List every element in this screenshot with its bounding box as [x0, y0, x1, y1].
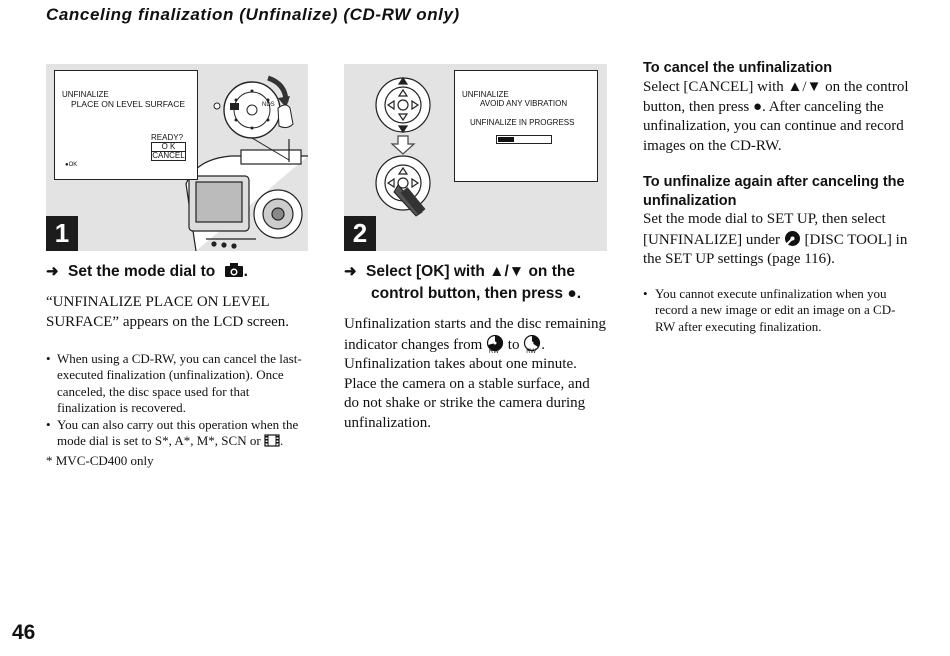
lcd-ready-label: READY?	[151, 133, 184, 142]
cancel-heading: To cancel the unfinalization	[643, 60, 833, 76]
step1-number: 1	[46, 216, 78, 251]
disc-tool-icon	[784, 230, 801, 247]
step2-figure	[344, 64, 607, 251]
disc-icon-label: RW	[489, 348, 499, 355]
unfinalize-again-body	[643, 210, 908, 270]
lcd-progress-label: UNFINALIZE IN PROGRESS	[470, 118, 575, 127]
step2-body-to: to	[507, 336, 520, 353]
lcd-ok-hint: ●OK	[65, 162, 78, 168]
right-note-1: • You cannot execute unfinalization when you record a new image or edit an image on a CD-RW after executing finalization.	[643, 286, 896, 334]
lcd-progress-fill	[498, 137, 514, 142]
lcd-message: AVOID ANY VIBRATION	[480, 99, 568, 108]
note-text: When using a CD-RW, you can cancel the last-executed finalization (unfinalization). Once canceled, the disc space used for that finalization is recovered.	[57, 351, 302, 415]
step2-body-b: . Unfinalization takes about one minute. Place the camera on a stable surface, and do not shake or strike the camera during unfinalization.	[344, 336, 590, 431]
lcd-progress-bar	[496, 135, 552, 144]
lcd-ok-hint-text: OK	[68, 162, 78, 168]
step2-heading	[344, 261, 614, 305]
step1-figure	[46, 64, 308, 251]
step1-note-1: • When using a CD-RW, you can cancel the last-executed finalization (unfinalization). Once canceled, the disc space used for that finalization is recovered.	[46, 351, 302, 415]
note-text: You can also carry out this operation when the mode dial is set to S*, A*, M*, SCN or	[57, 417, 299, 449]
disc-icon-label: RW	[526, 348, 537, 355]
step2-heading-line2: control button, then press ●.	[371, 285, 581, 302]
again-body-b: [DISC TOOL] in the SET UP settings (page 116).	[643, 231, 908, 267]
arrow-right-icon: ➜	[344, 263, 357, 280]
step1-lcd-screen	[54, 70, 198, 180]
step1-heading	[46, 261, 316, 283]
step2-number: 2	[344, 216, 376, 251]
page-title: Canceling finalization (Unfinalize) (CD-RW only)	[46, 5, 460, 24]
step2-heading-text-1: Select [OK] with ▲/▼ on the	[366, 263, 575, 280]
step1-heading-end: .	[243, 263, 248, 280]
footnote: * MVC-CD400 only	[46, 453, 154, 468]
lcd-message: PLACE ON LEVEL SURFACE	[71, 99, 186, 109]
disc-icon-empty	[523, 335, 541, 353]
step2-heading-line1	[344, 261, 614, 283]
disc-icon-full	[486, 335, 504, 353]
step1-notes	[46, 351, 311, 451]
step2-body-a: Unfinalization starts and the disc remaining indicator changes from	[344, 316, 607, 353]
camera-mode-icon	[224, 263, 244, 277]
again-body-a: Set the mode dial to SET UP, then select [UNFINALIZE] under	[643, 211, 886, 248]
step1-heading-text: Set the mode dial to	[68, 263, 216, 280]
dial-label: NDS	[262, 102, 275, 108]
step1-body: “UNFINALIZE PLACE ON LEVEL SURFACE” appears on the LCD screen.	[46, 294, 290, 330]
lcd-ok-option: O K	[151, 142, 186, 152]
note-text-end: .	[279, 433, 284, 449]
lcd-title: UNFINALIZE	[462, 90, 509, 99]
movie-mode-icon	[264, 434, 280, 447]
step2-body	[344, 315, 608, 433]
unfinalize-again-heading: To unfinalize again after canceling the unfinalization	[643, 174, 905, 209]
step1-note-2: • You can also carry out this operation when the mode dial is set to S*, A*, M*, SCN or .	[46, 417, 299, 449]
page-number: 46	[12, 621, 36, 644]
arrow-right-icon: ➜	[46, 263, 59, 280]
note-text: You cannot execute unfinalization when you record a new image or edit an image on a CD-RW after executing finalization.	[655, 286, 896, 334]
step2-lcd-screen	[454, 70, 598, 182]
lcd-cancel-option: CANCEL	[152, 151, 185, 160]
right-notes	[643, 286, 908, 336]
lcd-title: UNFINALIZE	[62, 90, 109, 99]
cancel-body: Select [CANCEL] with ▲/▼ on the control button, then press ●. After canceling the unfinalization, you can continue and record images on the CD-RW.	[643, 79, 909, 154]
